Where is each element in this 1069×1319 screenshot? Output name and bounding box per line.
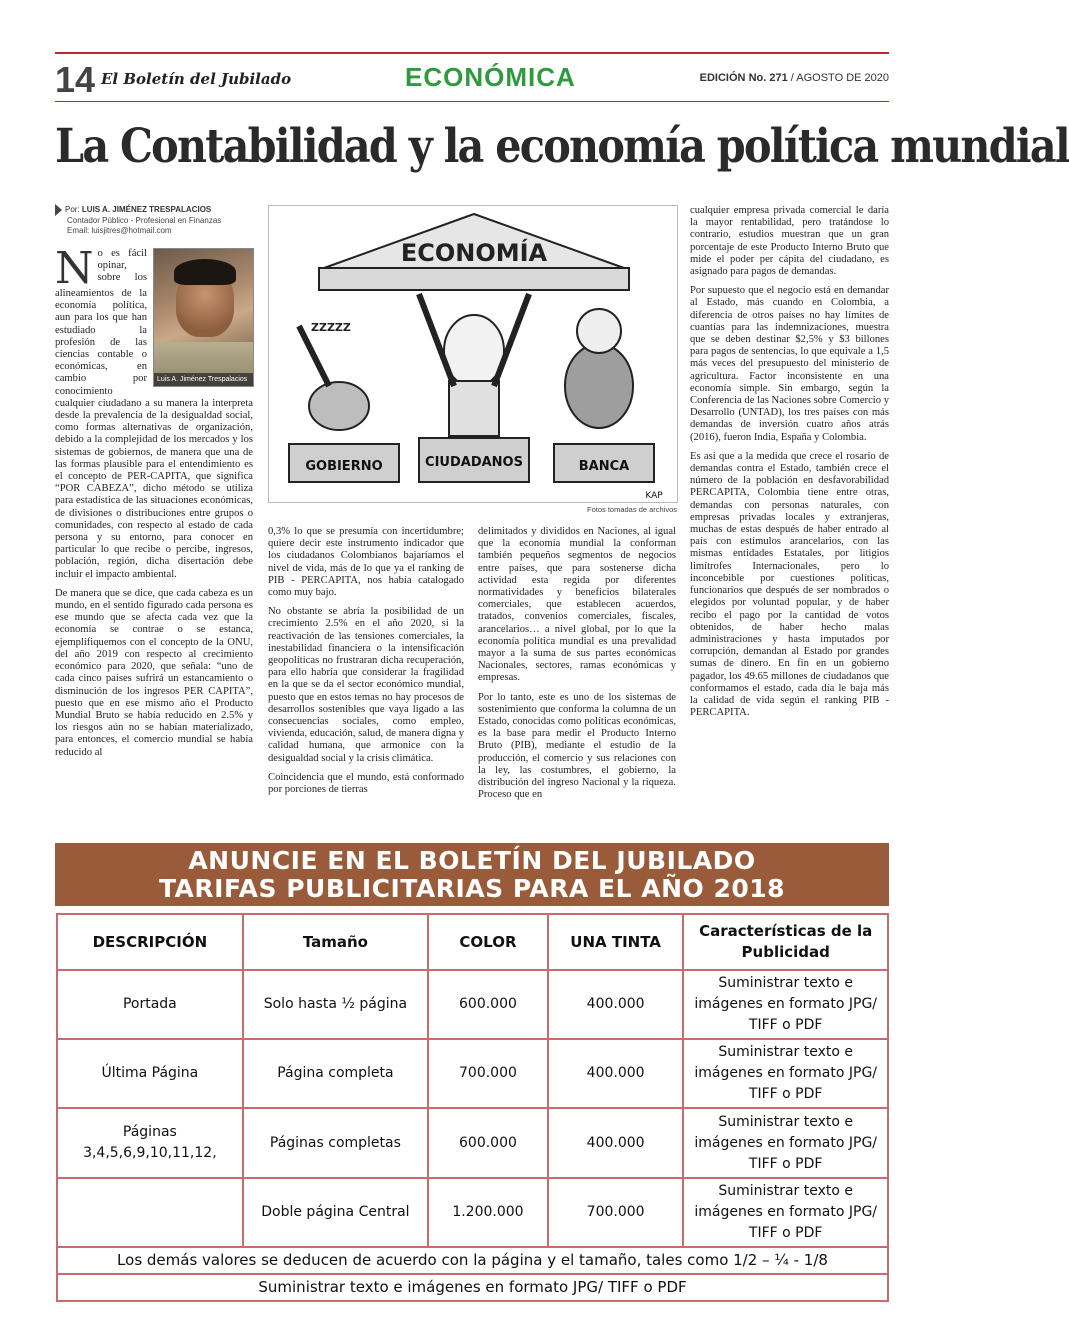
paragraph: De manera que se dice, que cada cabeza es un mundo, en el sentido figurado cada persona es ese mundo que se afecta cada vez que la economía se contrae o se estanca, ejemplifiquemos con el concepto de la ONU, del año 2019 con respecto al crecimiento económico para 2020, que señala: “uno de cada cinco países sufrirá un estancamiento o disminución de los ingresos PER CAPITA”, puesto que en ese mismo año el Producto Mundial Bruto se había reducido en 2.5% y los riesgos aún no se habían materializado, para entonces, el comercio mundial se había reducido al [55,587,253,758]
table-footer-row [57,1247,888,1274]
publication-name: El Boletín del Jubilado [101,70,292,88]
editorial-cartoon [268,205,678,503]
temple-sign: ECONOMÍA [400,239,548,267]
column-header-one-ink: UNA TINTA [548,914,684,970]
temple-entablature [319,268,629,290]
edition-label: EDICIÓN [699,72,746,84]
table-row [57,1039,888,1108]
column-header-color: COLOR [428,914,548,970]
paragraph-text: o es fácil opinar, sobre los alineamientos de la economía política, aun para los que han estudiado la profesión de las ciencias contable o económicas, en cambio por conocimiento cualquier ciudadano a su manera la interpreta desde la prevalencia de la desigualdad social, como formas alternativas de organización, debido a la complejidad de los mercados y los sistemas de gobiernos, de manera que una de las formas plausible para el entendimiento es el concepto de PER-CAPITA, que significa “POR CABEZA”, dicho método se utiliza para estadística de las situaciones económicas, de divisiones o distribuciones entre grupos o comunidades, con respecto al estado de cada persona y su entorno, para conocer en particular lo que recibe o percibe, ingresos, población, región, dicha disertación debe incluir el impacto ambiental. [55,248,253,580]
article-column-3 [478,526,676,808]
cell-color-price: 600.000 [428,1108,548,1178]
cell-one-ink-price: 700.000 [548,1178,684,1247]
column-header-size: Tamaño [243,914,428,970]
paragraph: Coincidencia que el mundo, está conformado por porciones de tierras [268,771,464,796]
author-photo-hair [174,259,236,285]
cell-color-price: 700.000 [428,1039,548,1108]
cell-description [57,1178,243,1247]
table-footer-row [57,1274,888,1301]
paragraph: Es así que a la medida que crece el rosario de demandas contra el Estado, también crece el número de la población en desfavorabilidad PERCAPITA, Colombia tiene entre otras, demandas con personas naturales, con empresas privadas locales y extranjeras, muchas de estas después de haber entrado al país con estímulos arancelarios, con las mismas entidades Estatales, por litigios limítrofes Internacionales, pero lo inconcebible por cuestiones políticas, funcionarios que después de ser nombrados o elegidos por voluntad popular, y de haber recibo el pago por la cantidad de votos obtenidos, de haber hecho malas administraciones y hasta imputados por corrupción, demandan al Estado por grandes sumas de dinero. En fin en un gobierno pagador, los 49.65 millones de ciudadanos que conformamos el estado, cada día le baja más la calidad de vida según el ranking PIB - PERCAPITA. [690,450,889,719]
cell-features: Suministrar texto e imágenes en formato JPG/ TIFF o PDF [683,970,888,1039]
article-column-4 [690,205,889,726]
author-photo [153,248,254,387]
cell-description: Páginas 3,4,5,6,9,10,11,12, [57,1108,243,1178]
byline-email: Email: luisjitres@hotmail.com [67,226,172,235]
cell-color-price: 600.000 [428,970,548,1039]
cell-features: Suministrar texto e imágenes en formato JPG/ TIFF o PDF [683,1178,888,1247]
cell-one-ink-price: 400.000 [548,970,684,1039]
government-leg [299,326,329,386]
cell-one-ink-price: 400.000 [548,1039,684,1108]
footer-note-format: Suministrar texto e imágenes en formato JPG/ TIFF o PDF [57,1274,888,1301]
footer-note-values: Los demás valores se deducen de acuerdo con la página y el tamaño, tales como 1/2 – ¼ - 1/8 [57,1247,888,1274]
column-header-description: DESCRIPCIÓN [57,914,243,970]
cell-description: Portada [57,970,243,1039]
snore-text: ZZZZZ [311,321,351,334]
cell-features: Suministrar texto e imágenes en formato JPG/ TIFF o PDF [683,1108,888,1178]
cell-size: Página completa [243,1039,428,1108]
page-number: 14 [55,59,96,100]
byline-author: LUIS A. JIMÉNEZ TRESPALACIOS [81,205,212,215]
cell-description: Última Página [57,1039,243,1108]
drop-cap: N [55,243,94,294]
paragraph: No obstante se abría la posibilidad de un crecimiento 2.5% en el año 2020, si la reactivación de las tensiones comerciales, la inestabilidad financiera o la intensificación geopolíticas no frustraran dicha recuperación, para ello habría que considerar la fragilidad en la que se da el sector económico mundial, puesto que en estos temas no hay procesos de desarrollos sostenibles que vaya ligado a las consecuencias sociales, como empleo, vivienda, educación, salud, de manera digna y calidad humana, que armonice con la desigualdad social y la crisis climática. [268,606,464,764]
ad-banner-line-2: TARIFAS PUBLICITARIAS PARA EL AÑO 2018 [158,874,786,903]
cartoon-label-citizens: CIUDADANOS [425,455,523,470]
table-header-row [57,914,888,970]
cell-size: Solo hasta ½ página [243,970,428,1039]
citizen-body [449,381,499,436]
bank-figure [565,344,633,428]
byline-arrow-icon [55,204,62,216]
author-photo-caption: Luis A. Jiménez Trespalacios [154,373,253,386]
table-row [57,1108,888,1178]
paragraph: cualquier empresa privada comercial le daría la mayor rentabilidad, pero tratándose lo contrario, estudios muestran que un gran porcentaje de este Producto Interno Bruto que mide el poder per cápita del ciudadano, es asignado para pagos de demandas. [690,205,889,278]
article-column-2 [268,526,464,803]
paragraph: delimitados y divididos en Naciones, al igual que la economía mundial la conforman también pequeños segmentos de negocios entre países, que para sostenerse dicha actividad esta regida por diferentes normatividades y beneficios bilaterales comerciales, que establecen acuerdos, tratados, convenios comerciales, fiscales, arancelarios… a nivel global, por lo que la economía política mundial es una prevalidad mayor a la suma de sus partes económicas Nacionales, sectores, ramas económicas y empresas. [478,526,676,684]
paragraph: 0,3% lo que se presumía con incertidumbre; quiere decir este instrumento indicador que los ciudadanos Colombianos bajaríamos el nivel de vida, más de lo que ya el ranking de PIB - PERCAPITA, nos había catalogado como muy bajo. [268,526,464,599]
byline [55,204,255,236]
section-title: ECONÓMICA [405,62,576,92]
cell-color-price: 1.200.000 [428,1178,548,1247]
cell-size: Páginas completas [243,1108,428,1178]
byline-role: Contador Público - Profesional en Finanzas [67,216,222,225]
image-credit: Fotos tomadas de archivos [587,505,678,514]
ad-rates-table [56,913,889,1302]
header-top-rule [55,52,889,54]
paragraph: Por lo tanto, este es uno de los sistemas de sostenimiento que conforma la columna de un Estado, conocidas como políticas económicas, es la base para medir el Producto Interno Bruto (PIB), mediante el estudio de la producción, el comercio y sus relaciones con la ley, las costumbres, el gobierno, la distribución del ingreso Nacional y la riqueza. Proceso que en [478,691,676,801]
byline-prefix: Por: [65,205,80,215]
page-header [55,60,889,100]
cartoon-signature: KAP [645,491,663,501]
ad-banner-line-1: ANUNCIE EN EL BOLETÍN DEL JUBILADO [188,846,756,875]
paragraph: Por supuesto que el negocio está en demandar al Estado, más cuando en Colombia, a diferencia de otros países no hay límites de cuantías para las indemnizaciones, muestra que se deben destinar $2,5% y $3 billones para pagos de sentencias, lo que equivale a 1,5 más veces del presupuesto del ministerio de agricultura. Factor inconsistente en una economía simple. Sin embargo, según la Conferencia de las Naciones sobre Comercio y Desarrollo (UNTAD), los tres países con más demandas de inversión cuatro años atrás (2016), fueron India, España y Colombia. [690,285,889,443]
government-figure [309,382,369,430]
ad-banner [55,843,889,906]
table-row [57,970,888,1039]
table-row [57,1178,888,1247]
cell-features: Suministrar texto e imágenes en formato JPG/ TIFF o PDF [683,1039,888,1108]
cartoon-label-government: GOBIERNO [305,459,383,474]
cartoon-illustration [269,206,679,504]
edition-info [700,72,889,84]
cartoon-label-bank: BANCA [578,459,630,474]
cell-size: Doble página Central [243,1178,428,1247]
article-column-1 [55,243,253,766]
cell-one-ink-price: 400.000 [548,1108,684,1178]
article-headline: La Contabilidad y la economía política mundial [55,119,1069,174]
bank-figure-head [577,309,621,353]
header-bottom-rule [55,101,889,102]
edition-date: / AGOSTO DE 2020 [790,72,889,84]
column-header-features: Características de la Publicidad [683,914,888,970]
edition-number: No. 271 [748,72,788,84]
